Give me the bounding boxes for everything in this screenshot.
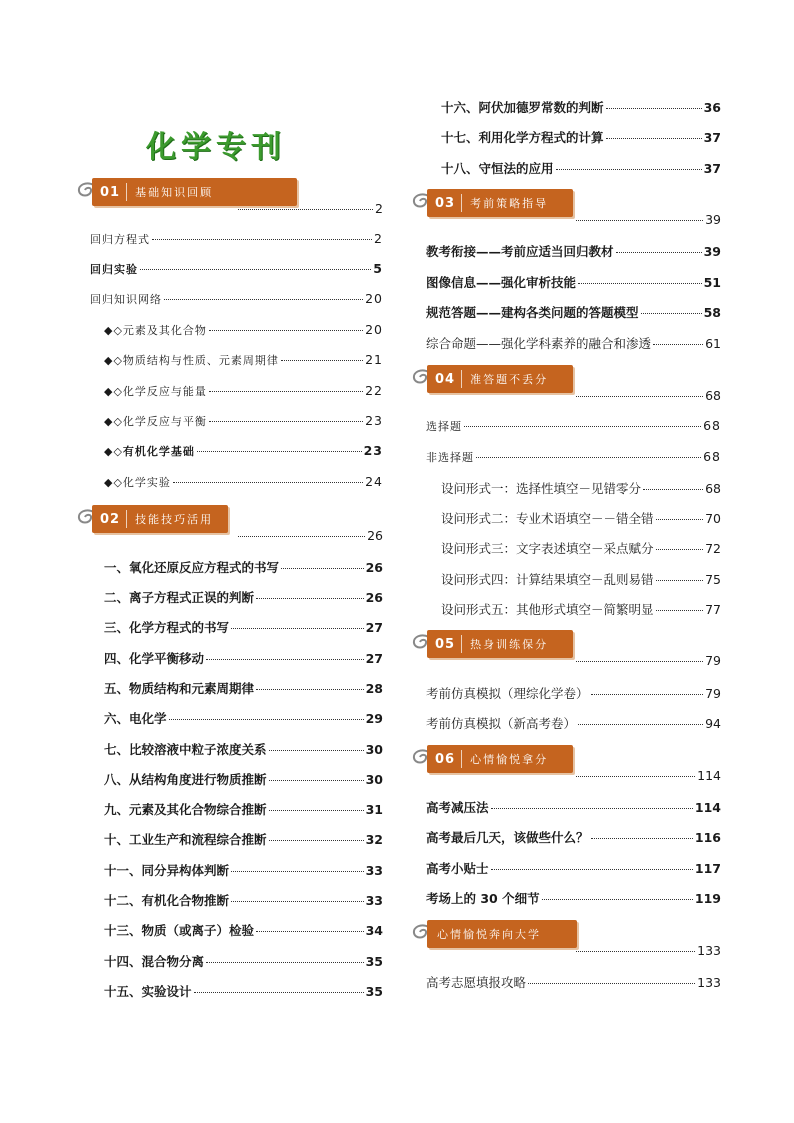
toc-item[interactable]: 七、比较溶液中粒子浓度关系 30 (104, 742, 383, 757)
page-number: 133 (697, 943, 721, 958)
section-label: 心情愉悦拿分 (470, 753, 549, 766)
toc-item[interactable]: 回归知识网络 20 (90, 291, 383, 306)
section-page-line-01[interactable] (236, 201, 383, 216)
section-number: 04 (435, 371, 456, 387)
toc-item[interactable]: 二、离子方程式正误的判断 26 (104, 590, 383, 605)
section-label: 热身训练保分 (470, 638, 549, 651)
toc-item[interactable]: 一、氧化还原反应方程式的书写 26 (104, 560, 383, 575)
section-label: 技能技巧活用 (135, 513, 214, 526)
toc-item[interactable]: 回归方程式 2 (90, 231, 383, 246)
toc-item[interactable]: 设问形式四：计算结果填空－乱则易错 75 (441, 572, 721, 587)
toc-item[interactable]: 图像信息——强化审析技能 51 (426, 275, 721, 290)
section-number: 01 (100, 184, 121, 200)
toc-item[interactable]: 十七、利用化学方程式的计算 37 (441, 130, 721, 145)
toc-item[interactable]: 教考衔接——考前应适当回归教材 39 (426, 244, 721, 259)
section-page-line-02[interactable] (236, 528, 383, 543)
toc-item[interactable]: 四、化学平衡移动 27 (104, 651, 383, 666)
toc-item[interactable]: 十四、混合物分离 35 (104, 954, 383, 969)
toc-item[interactable]: 非选择题 68 (426, 449, 721, 464)
toc-item[interactable]: 设问形式三：文字表述填空－采点赋分 72 (441, 541, 721, 556)
toc-item[interactable]: 考场上的 30 个细节 119 (426, 891, 721, 906)
toc-item[interactable]: ◆◇化学反应与平衡 23 (104, 413, 383, 428)
section-label: 准答题不丢分 (470, 373, 549, 386)
toc-item[interactable]: 考前仿真模拟（理综化学卷） 79 (426, 686, 721, 701)
toc-item[interactable]: 十三、物质（或离子）检验 34 (104, 923, 383, 938)
toc-item[interactable]: 高考志愿填报攻略 133 (426, 975, 721, 990)
toc-item[interactable]: 设问形式五：其他形式填空－简繁明显 77 (441, 602, 721, 617)
page-number: 2 (375, 201, 383, 216)
toc-item[interactable]: ◆◇元素及其化合物 20 (104, 322, 383, 337)
toc-item[interactable]: 高考最后几天，该做些什么？ 116 (426, 830, 721, 845)
toc-item[interactable]: ◆◇物质结构与性质、元素周期律 21 (104, 352, 383, 367)
toc-item[interactable]: 高考减压法 114 (426, 800, 721, 815)
toc-item[interactable]: 选择题 68 (426, 418, 721, 433)
toc-item[interactable]: 设问形式一：选择性填空－见错零分 68 (441, 481, 721, 496)
page-number: 68 (705, 388, 721, 403)
toc-item[interactable]: ◆◇有机化学基础 23 (104, 443, 383, 458)
toc-item[interactable]: 十、工业生产和流程综合推断 32 (104, 832, 383, 847)
section-page-line-03[interactable] (574, 212, 721, 227)
toc-item[interactable]: 规范答题——建构各类问题的答题模型 58 (426, 305, 721, 320)
section-page-line-07[interactable] (574, 943, 721, 958)
page-title: 化学专刊 (146, 130, 286, 165)
toc-item[interactable]: 高考小贴士 117 (426, 861, 721, 876)
section-label: 考前策略指导 (470, 197, 549, 210)
toc-item[interactable]: 综合命题——强化学科素养的融合和渗透 61 (426, 336, 721, 351)
toc-item[interactable]: 八、从结构角度进行物质推断 30 (104, 772, 383, 787)
section-number: 06 (435, 751, 456, 767)
toc-item[interactable]: 设问形式二：专业术语填空－－错全错 70 (441, 511, 721, 526)
section-page-line-06[interactable] (574, 768, 721, 783)
section-label: 基础知识回顾 (135, 186, 214, 199)
toc-item[interactable]: 回归实验 5 (90, 261, 383, 276)
section-number: 05 (435, 636, 456, 652)
section-page-line-04[interactable] (574, 388, 721, 403)
toc-item[interactable]: 九、元素及其化合物综合推断 31 (104, 802, 383, 817)
toc-item[interactable]: 三、化学方程式的书写 27 (104, 620, 383, 635)
toc-item[interactable]: 十六、阿伏加德罗常数的判断 36 (441, 100, 721, 115)
section-label: 心情愉悦奔向大学 (437, 928, 541, 941)
toc-item[interactable]: 十二、有机化合物推断 33 (104, 893, 383, 908)
section-number: 03 (435, 195, 456, 211)
toc-item[interactable]: 五、物质结构和元素周期律 28 (104, 681, 383, 696)
toc-item[interactable]: 六、电化学 29 (104, 711, 383, 726)
section-number: 02 (100, 511, 121, 527)
section-page-line-05[interactable] (574, 653, 721, 668)
toc-item[interactable]: ◆◇化学反应与能量 22 (104, 383, 383, 398)
toc-item[interactable]: 十八、守恒法的应用 37 (441, 161, 721, 176)
toc-item[interactable]: 十一、同分异构体判断 33 (104, 863, 383, 878)
page-number: 26 (367, 528, 383, 543)
page-number: 79 (705, 653, 721, 668)
toc-item[interactable]: 考前仿真模拟（新高考卷） 94 (426, 716, 721, 731)
toc-item[interactable]: 十五、实验设计 35 (104, 984, 383, 999)
page-number: 114 (697, 768, 721, 783)
toc-item[interactable]: ◆◇化学实验 24 (104, 474, 383, 489)
page-number: 39 (705, 212, 721, 227)
